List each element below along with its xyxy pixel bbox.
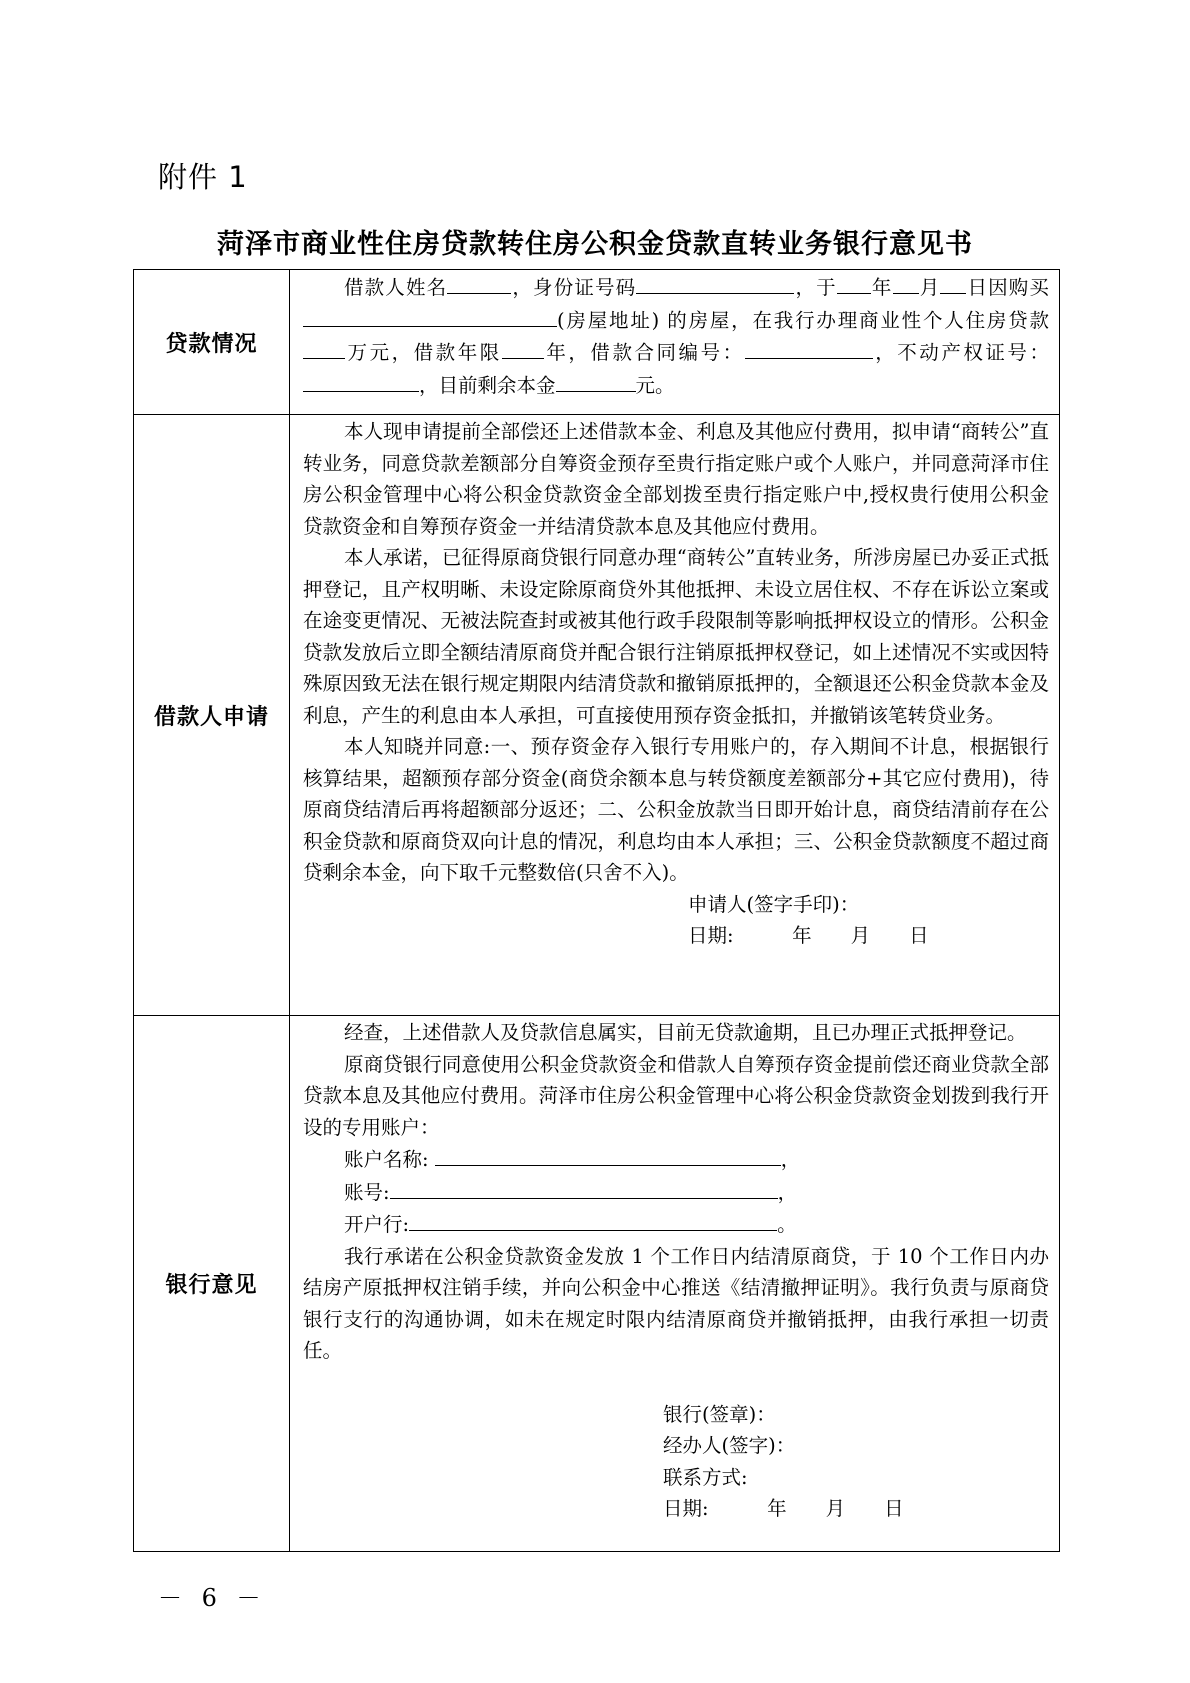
applicant-date-label: 日期: 年 月 日 <box>688 924 929 947</box>
page-number: － 6 － <box>158 1584 267 1612</box>
loan-info-paragraph: 借款人姓名 ，身份证号码 ，于 年 月 日因购买(房屋地址) 的房屋，在我行办理商业性个人住房贷款万元，借款年限 年，借款合同编号： ，不动产权证号：，目前剩余本金 元。 <box>303 271 1049 401</box>
attachment-label: 附件 1 <box>158 160 248 194</box>
loan-term-blank[interactable] <box>502 336 544 359</box>
day-blank[interactable] <box>940 271 966 294</box>
signature-spacer <box>303 1367 1049 1399</box>
bank-opinion-label: 银行意见 <box>134 1016 290 1552</box>
application-paragraph-2: 本人承诺，已征得原商贷银行同意办理“商转公”直转业务，所涉房屋已办妥正式抵押登记，且产权明晰、未设定除原商贷外其他抵押、未设立居住权、不存在诉讼立案或在途变更情况、无被法院查封或被其他行政手段限制等影响抵押权设立的情形。公积金贷款发放后立即全额结清原商贷并配合银行注销原抵押权登记，如上述情况不实或因特殊原因致无法在银行规定期限内结清贷款和撤销原抵押的，全额退还公积金贷款本金及利息，产生的利息由本人承担，可直接使用预存资金抵扣，并撤销该笔转贷业务。 <box>303 546 1049 727</box>
house-address-blank[interactable] <box>303 304 557 327</box>
account-number-line: 账号: ， <box>303 1176 1049 1209</box>
applicant-signature-label: 申请人(签字手印)： <box>688 892 860 916</box>
application-paragraph-3: 本人知晓并同意:一、预存资金存入银行专用账户的，存入期间不计息，根据银行核算结果，超额预存部分资金(商贷余额本息与转贷额度差额部分+其它应付费用)，待原商贷结清后再将超额部分返还；二、公积金放款当日即开始计息，商贷结清前存在公积金贷款和原商贷双向计息的情况，利息均由本人承担；三、公积金贷款额度不超过商贷剩余本金，向下取千元整数倍(只舍不入)。 <box>303 735 1049 884</box>
handler-signature-label: 经办人(签字)： <box>663 1434 796 1457</box>
bank-opinion-content <box>290 1016 1060 1552</box>
property-cert-blank[interactable] <box>303 369 419 392</box>
application-paragraph-1: 本人现申请提前全部偿还上述借款本金、利息及其他应付费用，拟申请“商转公”直转业务，同意贷款差额部分自筹资金预存至贵行指定账户或个人账户，并同意菏泽市住房公积金管理中心将公积金贷款资金全部划拨至贵行指定账户中,授权贵行使用公积金贷款资金和自筹预存资金一并结清贷款本息及其他应付费用。 <box>303 420 1049 538</box>
account-name-blank[interactable] <box>435 1143 781 1166</box>
bank-seal-label: 银行(签章)： <box>663 1402 776 1426</box>
month-blank[interactable] <box>893 271 919 294</box>
year-blank[interactable] <box>837 271 871 294</box>
contract-number-blank[interactable] <box>745 336 873 359</box>
bank-paragraph-2: 原商贷银行同意使用公积金贷款资金和借款人自筹预存资金提前偿还商业贷款全部贷款本息及其他应付费用。菏泽市住房公积金管理中心将公积金贷款资金划拨到我行开设的专用账户： <box>303 1052 1049 1139</box>
bank-paragraph-3: 我行承诺在公积金贷款资金发放 1 个工作日内结清原商贷，于 10 个工作日内办结房产原抵押权注销手续，并向公积金中心推送《结清撤押证明》。我行负责与原商贷银行支行的沟通协调，如未在规定时限内结清原商贷并撤销抵押，由我行承担一切责任。 <box>303 1244 1049 1362</box>
loan-info-label: 贷款情况 <box>134 270 290 415</box>
opinion-form-table <box>133 269 1060 1552</box>
bank-branch-blank[interactable] <box>409 1208 777 1231</box>
borrower-application-label: 借款人申请 <box>134 415 290 1016</box>
loan-info-content <box>290 270 1060 415</box>
account-name-line: 账户名称: ， <box>303 1143 1049 1176</box>
bank-date-label: 日期: 年 月 日 <box>663 1497 904 1520</box>
id-number-blank[interactable] <box>636 271 794 294</box>
bank-branch-line: 开户行: 。 <box>303 1208 1049 1241</box>
loan-info-row <box>134 270 1060 415</box>
borrower-application-content <box>290 415 1060 1016</box>
borrower-name-blank[interactable] <box>447 271 511 294</box>
bank-paragraph-1: 经查，上述借款人及贷款信息属实，目前无贷款逾期，且已办理正式抵押登记。 <box>344 1021 1027 1044</box>
account-number-blank[interactable] <box>390 1176 778 1199</box>
loan-amount-blank[interactable] <box>303 336 345 359</box>
bank-opinion-row <box>134 1016 1060 1552</box>
borrower-application-row <box>134 415 1060 1016</box>
document-title: 菏泽市商业性住房贷款转住房公积金贷款直转业务银行意见书 <box>217 229 973 260</box>
contact-label: 联系方式: <box>663 1465 748 1489</box>
remaining-principal-blank[interactable] <box>556 369 636 392</box>
